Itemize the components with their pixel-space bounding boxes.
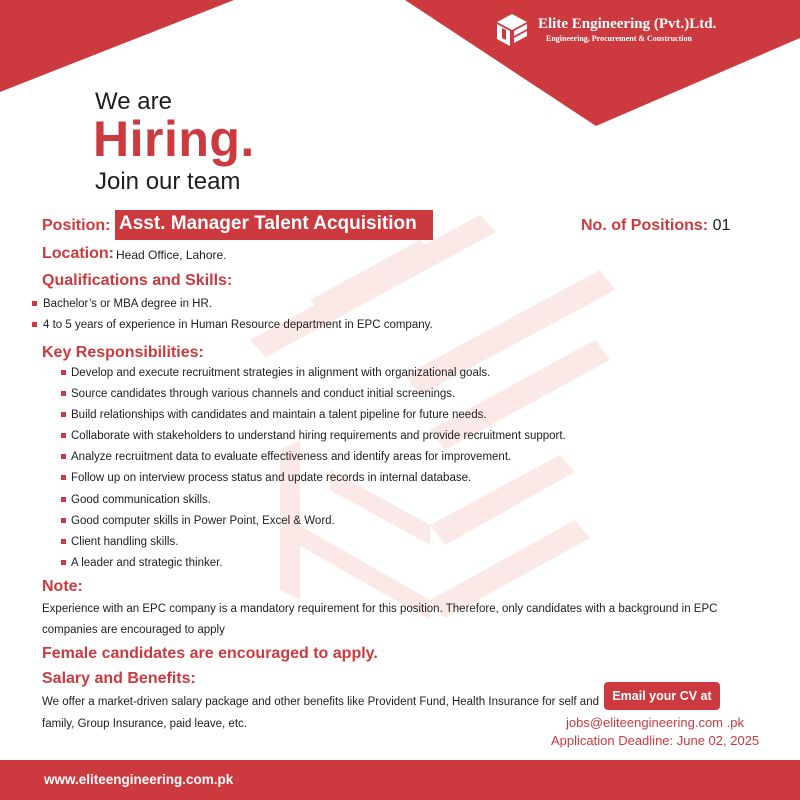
- list-item-text: Build relationships with candidates and maintain a talent pipeline for future needs.: [71, 409, 487, 422]
- list-item-text: Good computer skills in Power Point, Excel & Word.: [71, 514, 335, 527]
- female-candidates-notice: Female candidates are encouraged to apply.: [42, 645, 378, 662]
- bullet-icon: [61, 539, 66, 544]
- list-item: [32, 317, 433, 338]
- apply-email: jobs@eliteengineering.com .pk: [566, 715, 744, 730]
- list-item-text: A leader and strategic thinker.: [71, 556, 223, 569]
- responsibilities-heading: Key Responsibilities:: [42, 344, 204, 361]
- positions-count-label: No. of Positions:: [581, 217, 709, 234]
- list-item: [61, 428, 566, 449]
- location-label: Location:: [42, 245, 114, 262]
- bullet-icon: [32, 301, 37, 306]
- email-cv-button: Email your CV at: [604, 682, 720, 710]
- list-item: [61, 555, 566, 576]
- company-logo: [494, 12, 794, 48]
- qualifications-list: [32, 296, 433, 338]
- bullet-icon: [61, 433, 66, 438]
- list-item-text: Analyze recruitment data to evaluate effectiveness and identify areas for improvement.: [71, 451, 512, 464]
- company-tagline: Engineering, Procurement & Construction: [546, 34, 692, 43]
- list-item: [61, 407, 566, 428]
- elite-e-logo-icon: [494, 12, 530, 48]
- list-item: [61, 449, 566, 470]
- headline-we-are: We are: [95, 88, 172, 115]
- salary-text: We offer a market-driven salary package and other benefits like Provident Fund, Health Insurance for self and family, Group Insurance, paid leave, etc.: [42, 696, 599, 730]
- responsibilities-list: [61, 365, 566, 576]
- positions-count-value: 01: [712, 217, 731, 234]
- list-item-text: Develop and execute recruitment strategies in alignment with organizational goals.: [71, 367, 491, 379]
- bullet-icon: [61, 560, 66, 565]
- application-deadline: Application Deadline: June 02, 2025: [551, 733, 760, 748]
- headline-hiring: Hiring.: [93, 111, 255, 167]
- bullet-icon: [61, 475, 66, 480]
- bullet-icon: [61, 370, 66, 375]
- list-item-text: Collaborate with stakeholders to understand hiring requirements and provide recruitment support.: [71, 430, 566, 443]
- list-item: [61, 470, 566, 491]
- list-item: [32, 296, 433, 317]
- bullet-icon: [32, 322, 37, 327]
- location-value: Head Office, Lahore.: [116, 248, 227, 262]
- headline-join-team: Join our team: [95, 168, 241, 195]
- list-item-text: Bachelor’s or MBA degree in HR.: [43, 298, 212, 310]
- list-item: [61, 513, 566, 534]
- note-heading: Note:: [42, 578, 83, 595]
- position-label: Position:: [42, 217, 111, 234]
- bullet-icon: [61, 518, 66, 523]
- bullet-icon: [61, 412, 66, 417]
- note-text: Experience with an EPC company is a mandatory requirement for this position. Therefore, only candidates with a background in EPC companies are encouraged to apply: [42, 603, 718, 636]
- list-item: [61, 492, 566, 513]
- position-title: Asst. Manager Talent Acquisition: [115, 210, 433, 240]
- list-item-text: Good communication skills.: [71, 493, 211, 506]
- positions-count: [581, 217, 730, 235]
- footer-bar: [0, 760, 800, 800]
- bullet-icon: [61, 497, 66, 502]
- bullet-icon: [61, 391, 66, 396]
- salary-heading: Salary and Benefits:: [42, 670, 196, 687]
- list-item-text: Client handling skills.: [71, 535, 179, 548]
- company-name: Elite Engineering (Pvt.)Ltd.: [538, 16, 717, 32]
- list-item-text: Follow up on interview process status and update records in internal database.: [71, 472, 472, 485]
- list-item: [61, 365, 566, 386]
- list-item-text: 4 to 5 years of experience in Human Resource department in EPC company.: [43, 319, 433, 331]
- list-item-text: Source candidates through various channels and conduct initial screenings.: [71, 388, 456, 401]
- list-item: [61, 386, 566, 407]
- footer-website: www.eliteengineering.com.pk: [44, 772, 234, 787]
- list-item: [61, 534, 566, 555]
- qualifications-heading: Qualifications and Skills:: [42, 272, 233, 289]
- bullet-icon: [61, 454, 66, 459]
